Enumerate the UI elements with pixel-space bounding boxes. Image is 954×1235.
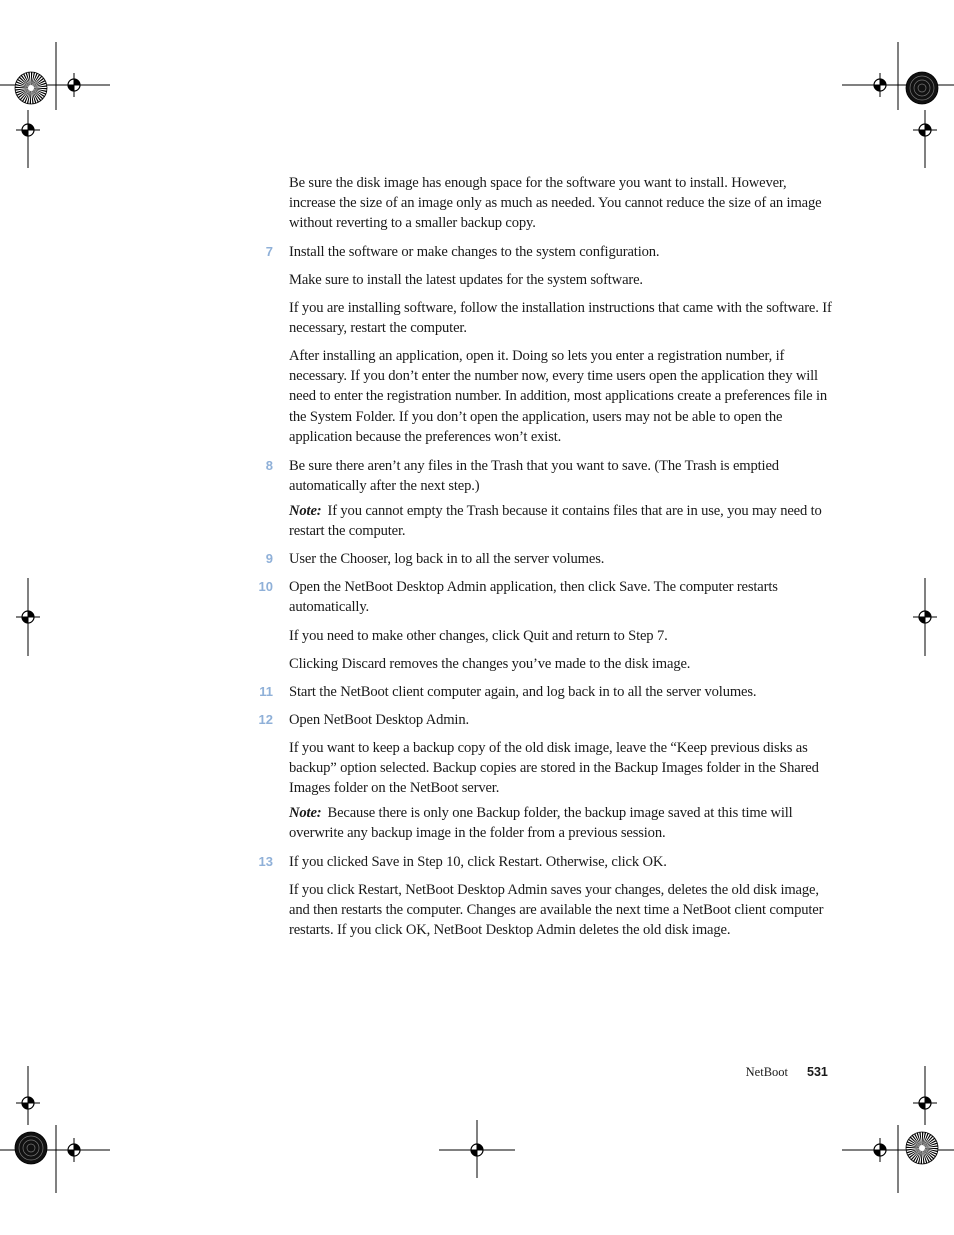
- color-disc-icon: [15, 1132, 47, 1164]
- starburst-center: [28, 85, 34, 91]
- paragraph-backup: If you want to keep a backup copy of the old disk image, leave the “Keep previous disks as backup” option selected. Backup copies are stored in the Backup Images folder in the Shared Images folder on the NetBoot server.: [289, 740, 819, 797]
- step-number-12: 12: [258, 712, 273, 727]
- note-text: If you cannot empty the Trash because it contains files that are in use, you may need to restart the computer.: [289, 503, 822, 540]
- paragraph-discard: Clicking Discard removes the changes you’ve made to the disk image.: [289, 656, 691, 672]
- step-12-text: Open NetBoot Desktop Admin.: [289, 712, 469, 728]
- step-13-text: If you clicked Save in Step 10, click Restart. Otherwise, click OK.: [289, 854, 667, 870]
- starburst-center: [919, 1145, 925, 1151]
- note-text: Because there is only one Backup folder, the backup image saved at this time will overwrite any backup image in the folder from a previous session.: [289, 805, 793, 842]
- paragraph-other-changes: If you need to make other changes, click Quit and return to Step 7.: [289, 628, 668, 644]
- paragraph-disk-space: Be sure the disk image has enough space for the software you want to install. However, increase the size of an image only as much as needed. You cannot reduce the size of an image without reverting to a smaller backup copy.: [289, 175, 822, 232]
- footer-section-title: NetBoot: [745, 1065, 788, 1079]
- step-number-13: 13: [258, 854, 273, 869]
- paragraph-installing: If you are installing software, follow the installation instructions that came with the software. If necessary, restart the computer.: [289, 300, 832, 337]
- step-9-text: User the Chooser, log back in to all the server volumes.: [289, 551, 605, 567]
- color-disc-icon: [906, 72, 938, 104]
- step-8-text: Be sure there aren’t any files in the Trash that you want to save. (The Trash is emptied automatically after the next step.): [289, 458, 779, 495]
- paragraph-updates: Make sure to install the latest updates for the system software.: [289, 272, 643, 288]
- step-10-text: Open the NetBoot Desktop Admin application, then click Save. The computer restarts automatically.: [289, 579, 778, 616]
- step-7-text: Install the software or make changes to the system configuration.: [289, 244, 660, 260]
- note-backup: [289, 803, 834, 843]
- note-label: Note:: [289, 805, 322, 821]
- step-number-8: 8: [265, 458, 273, 473]
- step-11-text: Start the NetBoot client computer again, and log back in to all the server volumes.: [289, 684, 757, 700]
- step-number-7: 7: [265, 244, 273, 259]
- paragraph-final: If you click Restart, NetBoot Desktop Admin saves your changes, deletes the old disk image, and then restarts the computer. Changes are available the next time a NetBoot client computer restarts. If you click OK, NetBoot Desktop Admin deletes the old disk image.: [289, 882, 824, 939]
- step-number-9: 9: [265, 551, 273, 566]
- step-number-11: 11: [259, 684, 273, 699]
- paragraph-after-installing: After installing an application, open it. Doing so lets you enter a registration number, if necessary. If you don’t enter the number now, every time users open the application they will need to enter the registration number. In addition, most applications create a preferences file in the System Folder. If you don’t open the application, users may not be able to open the application because the preferences won’t exist.: [289, 348, 828, 445]
- note-label: Note:: [289, 503, 322, 519]
- note-trash: [289, 501, 834, 541]
- step-number-10: 10: [258, 579, 273, 594]
- footer-page-number: 531: [807, 1065, 828, 1079]
